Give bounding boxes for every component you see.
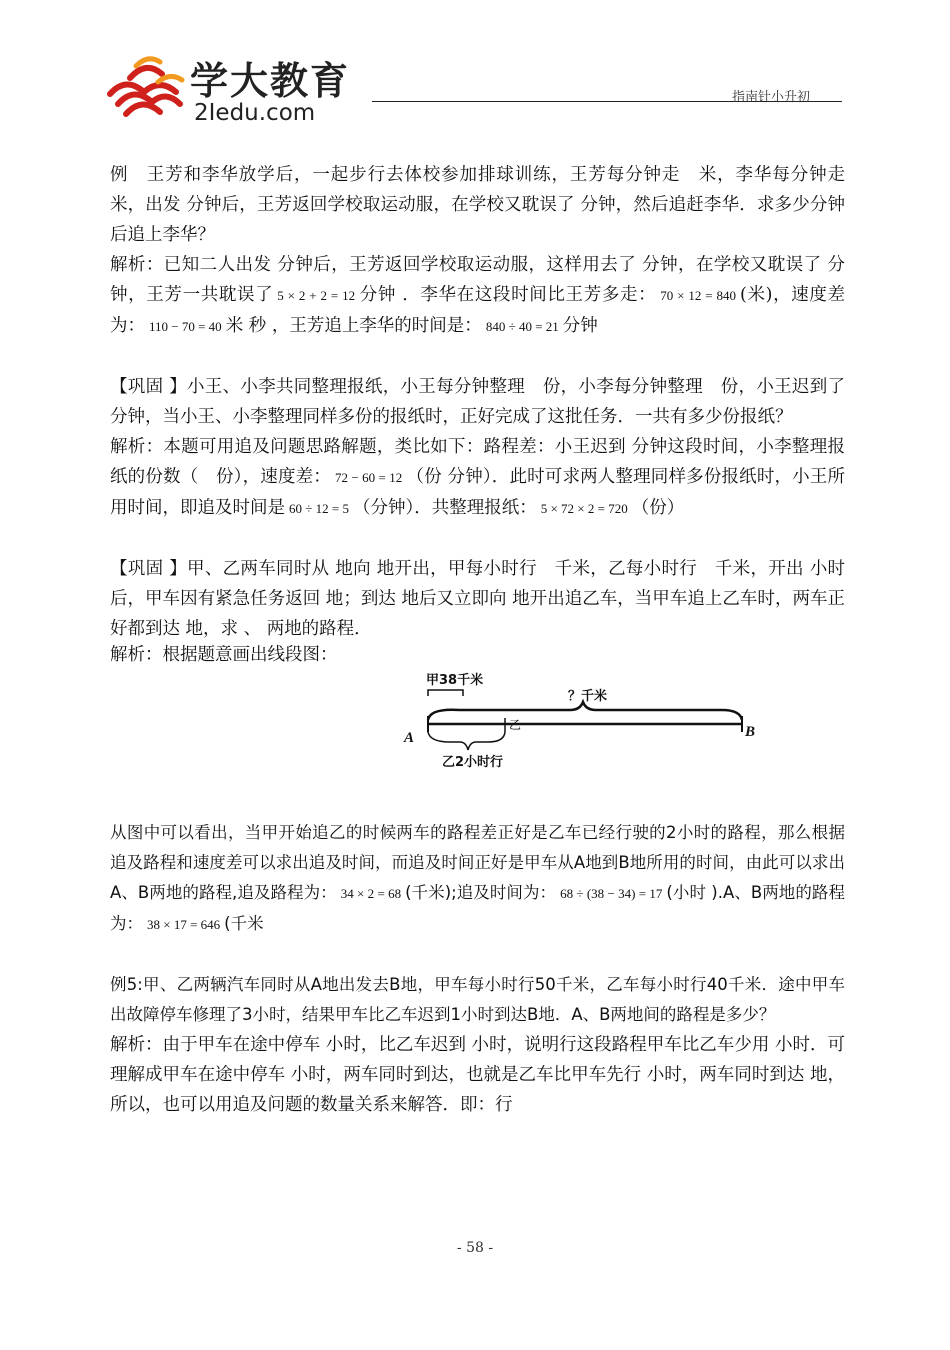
text: 解析：已知二人出发 分钟后，王芳返回学校取运动服，这样用去了 分钟，在学校又耽误了 分钟，王芳一共耽误了 xyxy=(110,255,845,305)
jia-bracket xyxy=(428,690,463,696)
top-brace xyxy=(428,702,742,720)
spacer xyxy=(110,342,845,372)
label-jia: 甲38千米 xyxy=(426,673,484,688)
solution-2 xyxy=(110,432,845,524)
text: 解析：由于甲车在途中停车 小时，比乙车迟到 小时，说明行这段路程甲车比乙车少用 小时．可理解成甲车在途中停车 小时，两车同时到达，也就是乙车比甲车先行 小时，两车同时到达 地，所以，也可以用追及问题的数量关系来解答．即：行 xyxy=(110,1035,845,1115)
solution-5 xyxy=(110,1030,845,1120)
spacer xyxy=(110,806,845,818)
formula: 5 × 72 × 2 = 720 xyxy=(540,501,628,516)
logo xyxy=(100,48,380,138)
formula: 38 × 17 = 646 xyxy=(147,917,221,932)
formula: 5 × 2 + 2 = 12 xyxy=(277,288,356,303)
text: （分钟）．共整理报纸： xyxy=(352,498,537,518)
formula: 840 ÷ 40 = 21 xyxy=(485,319,559,334)
text: 分钟 ．李华在这段时间比王芳多走： xyxy=(359,285,657,305)
header-right-title: 指南针小升初 xyxy=(732,90,811,105)
logo-text-cn: 学大教育 xyxy=(190,59,351,103)
text: 解析：根据题意画出线段图： xyxy=(110,645,338,665)
label-yi-bottom: 乙2小时行 xyxy=(442,755,504,770)
text: 例 王芳和李华放学后，一起步行去体校参加排球训练，王芳每分钟走 米，李华每分钟走 米，出发 分钟后，王芳返回学校取运动服，在学校又耽误了 分钟，然后追赶李华．求多少分钟后追上李华？ xyxy=(110,165,863,245)
logo-mark-icon xyxy=(100,48,188,128)
text: 【巩固 】甲、乙两车同时从 地向 地开出，甲每小时行 千米，乙每小时行 千米，开出 小时后，甲车因有紧急任务返回 地；到达 地后又立即向 地开出追乙车，当甲车追上乙车时，两车正好都到达 地，求 、 两地的路程． xyxy=(110,559,845,639)
solution-1 xyxy=(110,250,845,342)
text: (千米 xyxy=(224,914,264,933)
line-segment-diagram xyxy=(110,666,845,806)
text: （份） xyxy=(631,498,685,518)
diagram-svg xyxy=(110,666,845,806)
text: 分钟 xyxy=(562,316,598,336)
text: 米 秒 ，王芳追上李华的时间是： xyxy=(225,316,482,336)
text: (千米);追及时间为： xyxy=(405,883,557,902)
formula: 60 ÷ 12 = 5 xyxy=(289,501,349,516)
solution-3 xyxy=(110,818,845,940)
label-b: B xyxy=(745,724,756,740)
text: 例5:甲、乙两辆汽车同时从A地出发去B地，甲车每小时行50千米，乙车每小时行40千米．途中甲车出故障停车修理了3小时，结果甲车比乙车迟到1小时到达B地．A、B两地间的路程是多少？ xyxy=(110,975,845,1024)
formula: 70 × 12 = 840 xyxy=(660,288,736,303)
text: (小时 ).A、B两地的路程为： xyxy=(110,883,845,933)
example-problem-5 xyxy=(110,970,845,1030)
practice-problem-2 xyxy=(110,554,845,644)
practice-problem-1 xyxy=(110,372,845,432)
label-question: ？千米 xyxy=(568,689,608,704)
formula: 110 − 70 = 40 xyxy=(149,319,222,334)
formula: 72 − 60 = 12 xyxy=(334,470,403,485)
spacer xyxy=(110,524,845,554)
logo-text-en: 2Iedu.com xyxy=(194,100,316,126)
label-a: A xyxy=(404,730,415,746)
solution-3-intro xyxy=(110,644,845,666)
spacer xyxy=(110,940,845,970)
formula: 34 × 2 = 68 xyxy=(340,886,402,901)
page-number: - 58 - xyxy=(456,1240,494,1256)
text: （份 分钟）．此时可求两人整理同样多份报纸时，小王所用时间，即追及时间是 xyxy=(110,467,846,518)
formula: 68 ÷ (38 − 34) = 17 xyxy=(560,886,663,901)
page-content xyxy=(110,160,863,1120)
text: 从图中可以看出，当甲开始追乙的时候两车的路程差正好是乙车已经行驶的2小时的路程，那么根据追及路程和速度差可以求出追及时间，而追及时间正好是甲车从A地到B地所用的时间，由此可以求出A、B两地的路程,追及路程为： xyxy=(110,823,845,902)
text: 【巩固 】小王、小李共同整理报纸，小王每分钟整理 份，小李每分钟整理 份，小王迟到了 分钟，当小王、小李整理同样多份的报纸时，正好完成了这批任务．一共有多少份报纸？ xyxy=(110,377,845,427)
text: (米)，速度差为： xyxy=(110,285,846,336)
label-yi-mid: 乙 xyxy=(509,718,522,732)
example-problem-1 xyxy=(110,160,863,250)
bottom-brace xyxy=(428,732,505,750)
text: 解析：本题可用追及问题思路解题，类比如下：路程差：小王迟到 分钟这段时间，小李整理报纸的份数（ 份），速度差： xyxy=(110,437,845,487)
